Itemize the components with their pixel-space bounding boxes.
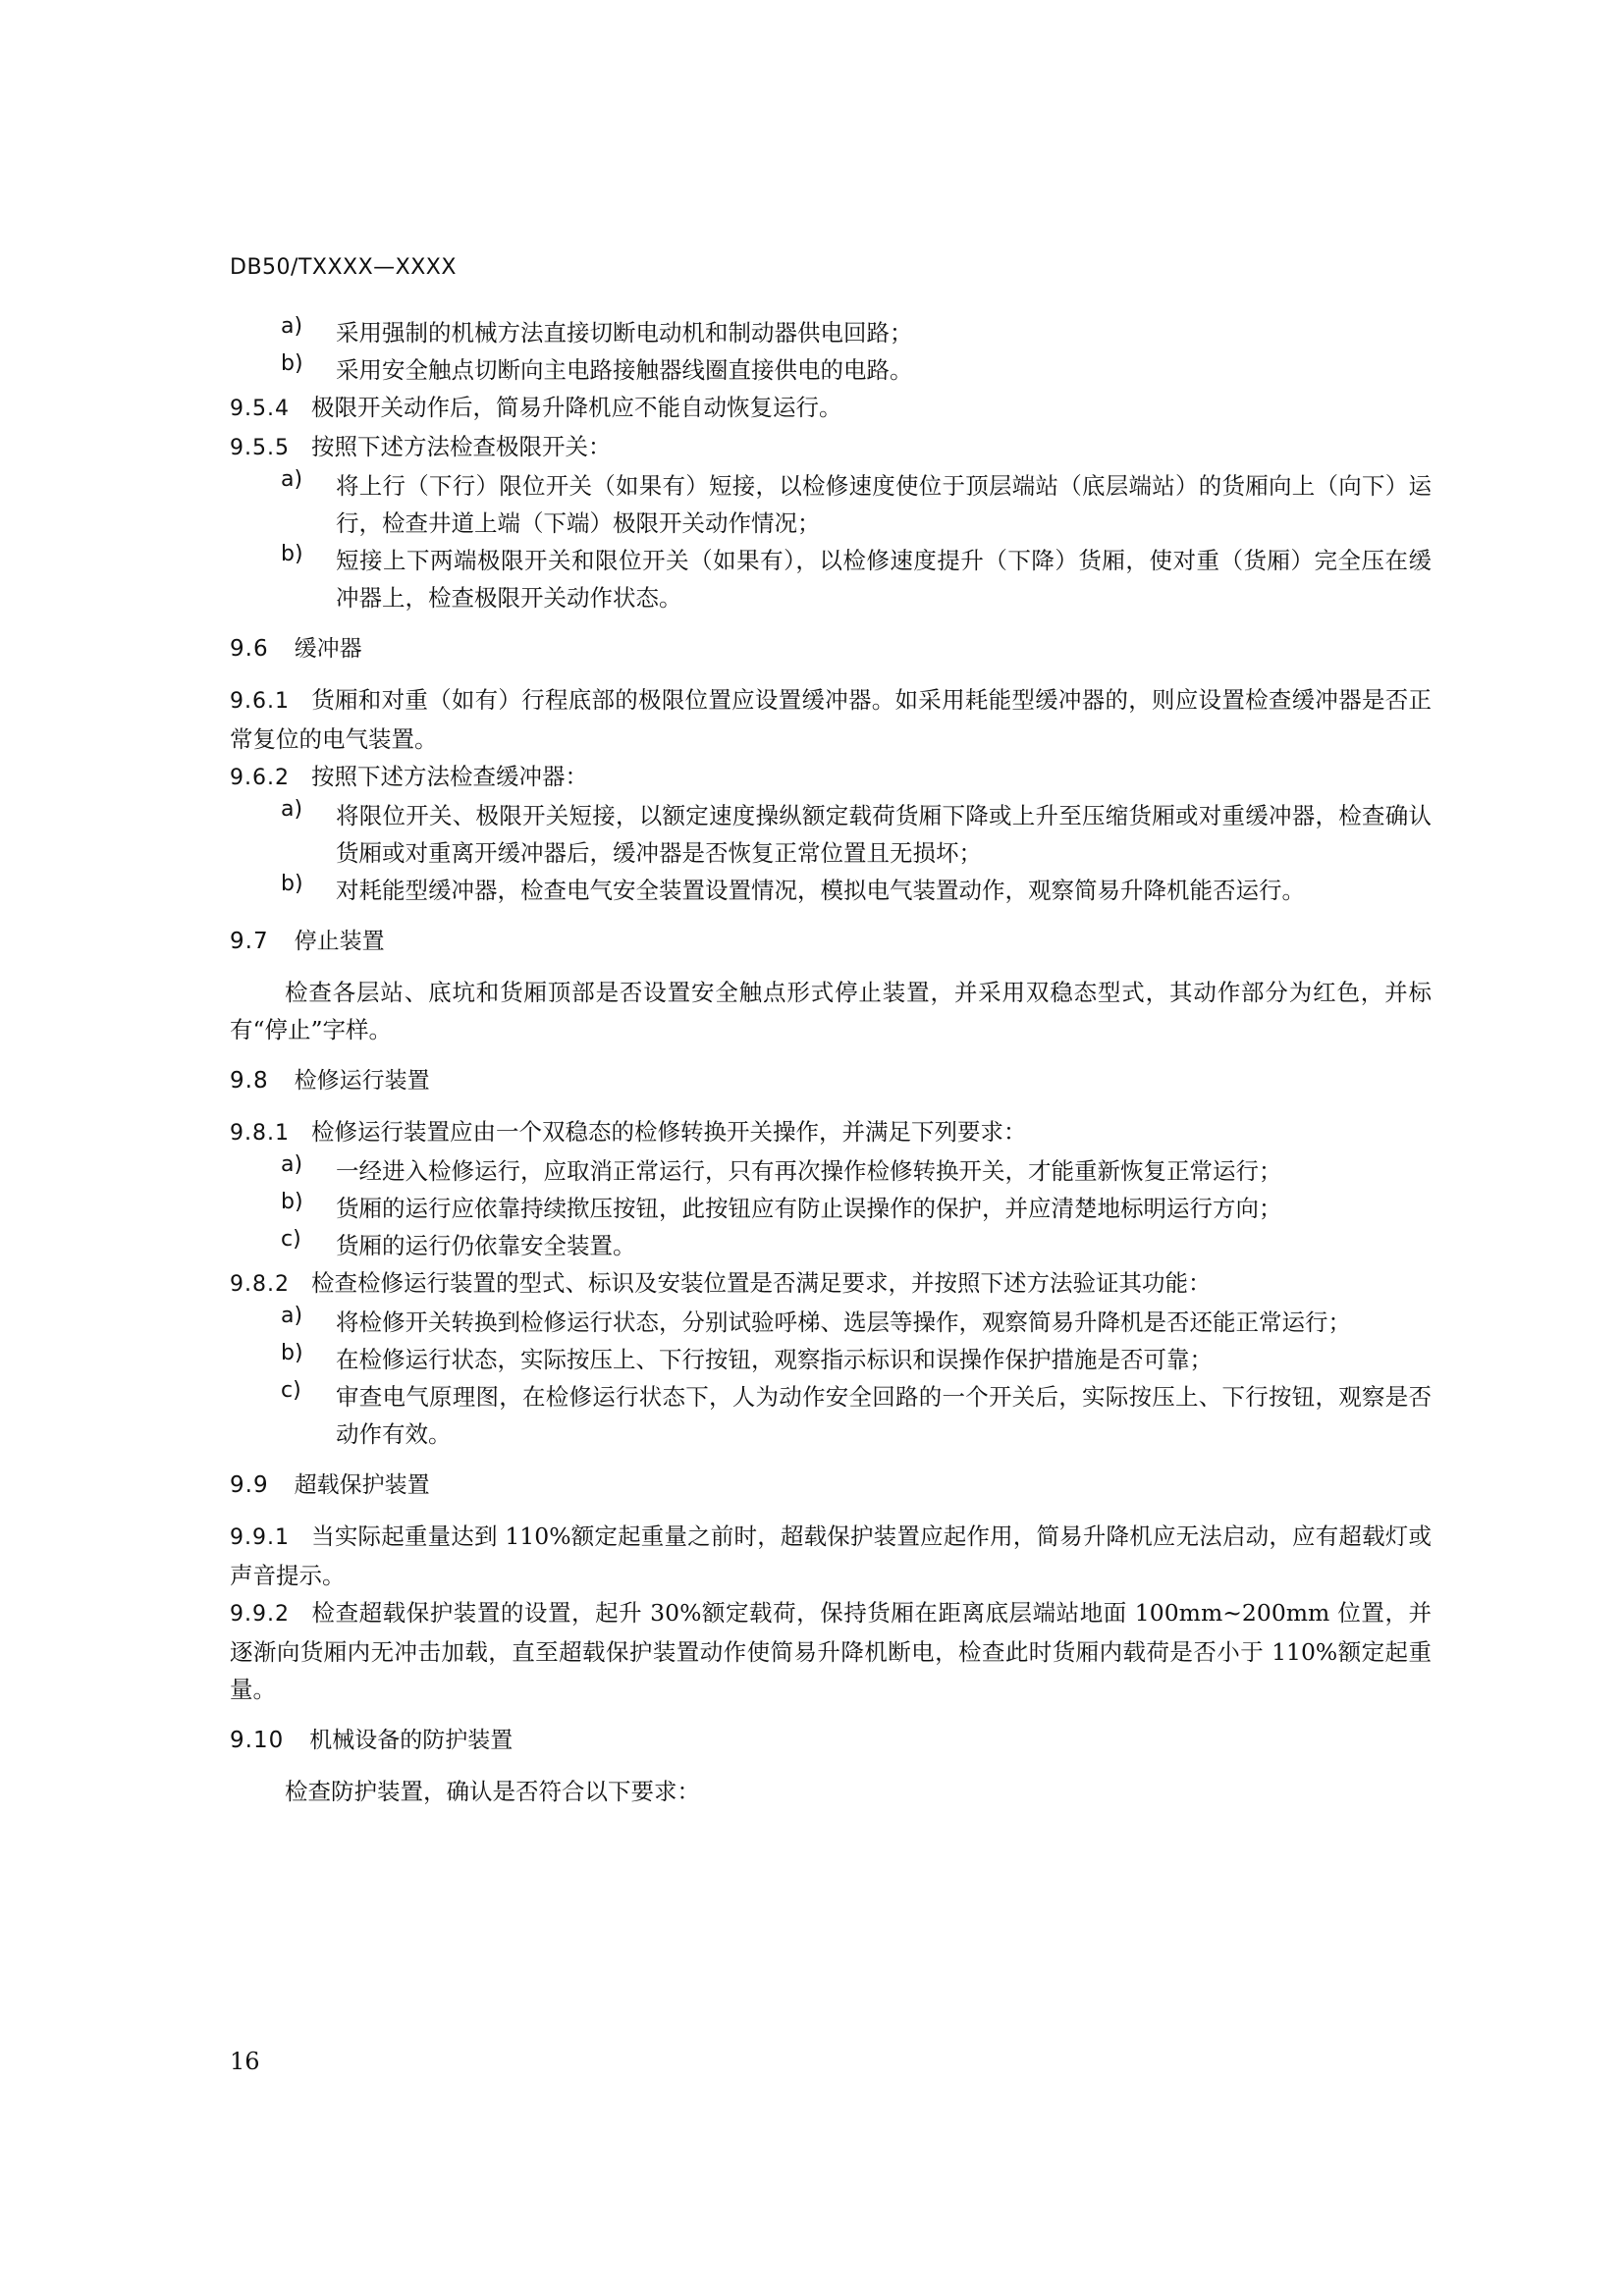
list-item — [230, 1227, 1432, 1264]
clause-text: 按照下述方法检查缓冲器： — [310, 763, 588, 790]
list-text: 将检修开关转换到检修运行状态，分别试验呼梯、选层等操作，观察简易升降机是否还能正常运行； — [336, 1308, 1351, 1336]
list-text: 将限位开关、极限开关短接，以额定速度操纵额定载荷货厢下降或上升至压缩货厢或对重缓冲器，检查确认货厢或对重离开缓冲器后，缓冲器是否恢复正常位置且无损坏； — [336, 802, 1432, 867]
list-text: 采用强制的机械方法直接切断电动机和制动器供电回路； — [336, 319, 913, 347]
clause-9-5-4 — [230, 389, 1432, 428]
clause-number: 9.6.2 — [230, 766, 290, 790]
list-marker: a) — [281, 1152, 303, 1177]
section-title: 超载保护装置 — [294, 1472, 430, 1498]
list-marker: a) — [281, 467, 303, 492]
list-marker: b) — [281, 351, 303, 376]
section-title: 缓冲器 — [294, 636, 362, 662]
list-marker: c) — [281, 1378, 301, 1403]
clause-number: 9.5.4 — [230, 397, 290, 421]
list-item — [230, 1341, 1432, 1378]
page-content — [230, 314, 1432, 1810]
clause-9-9-2 — [230, 1594, 1432, 1708]
list-marker: c) — [281, 1227, 301, 1252]
list-marker: b) — [281, 1341, 303, 1365]
list-text: 货厢的运行仍依靠安全装置。 — [336, 1232, 636, 1259]
clause-number: 9.6.1 — [230, 689, 290, 714]
section-heading-9-10 — [230, 1722, 1432, 1759]
list-text: 将上行（下行）限位开关（如果有）短接，以检修速度使位于顶层端站（底层端站）的货厢向上（向下）运行，检查井道上端（下端）极限开关动作情况； — [336, 472, 1432, 537]
list-marker: b) — [281, 542, 303, 566]
clause-number: 9.9.1 — [230, 1525, 290, 1550]
list-item — [230, 467, 1432, 542]
clause-number: 9.8.1 — [230, 1121, 290, 1146]
list-item — [230, 797, 1432, 872]
clause-9-8-2 — [230, 1264, 1432, 1304]
list-text: 一经进入检修运行，应取消正常运行，只有再次操作检修转换开关，才能重新恢复正常运行； — [336, 1157, 1282, 1185]
clause-number: 9.9.2 — [230, 1602, 290, 1627]
list-text: 在检修运行状态，实际按压上、下行按钮，观察指示标识和误操作保护措施是否可靠； — [336, 1346, 1213, 1373]
clause-9-8-1 — [230, 1113, 1432, 1152]
clause-9-9-1 — [230, 1518, 1432, 1594]
clause-number: 9.8.2 — [230, 1272, 290, 1297]
list-item — [230, 1304, 1432, 1341]
list-item — [230, 351, 1432, 389]
document-code: DB50/TXXXX—XXXX — [230, 255, 457, 280]
paragraph-9-7: 检查各层站、底坑和货厢顶部是否设置安全触点形式停止装置，并采用双稳态型式，其动作部分为红色，并标有“停止”字样。 — [230, 979, 1432, 1043]
clause-text: 按照下述方法检查极限开关： — [310, 433, 612, 460]
list-item — [230, 314, 1432, 351]
clause-number: 9.5.5 — [230, 436, 290, 460]
list-item — [230, 1152, 1432, 1190]
paragraph-9-10: 检查防护装置，确认是否符合以下要求： — [285, 1778, 700, 1805]
clause-text: 极限开关动作后，简易升降机应不能自动恢复运行。 — [310, 394, 842, 421]
section-number: 9.10 — [230, 1728, 285, 1753]
list-item — [230, 1378, 1432, 1453]
list-marker: a) — [281, 797, 303, 822]
list-marker: a) — [281, 314, 303, 339]
section-number: 9.7 — [230, 929, 269, 954]
list-item — [230, 872, 1432, 909]
section-number: 9.9 — [230, 1472, 269, 1498]
section-title: 检修运行装置 — [294, 1068, 430, 1094]
section-number: 9.8 — [230, 1068, 269, 1094]
list-text: 短接上下两端极限开关和限位开关（如果有），以检修速度提升（下降）货厢，使对重（货厢）完全压在缓冲器上，检查极限开关动作状态。 — [336, 547, 1432, 612]
list-marker: b) — [281, 1190, 303, 1214]
section-heading-9-9 — [230, 1467, 1432, 1504]
clause-text: 检查检修运行装置的型式、标识及安装位置是否满足要求，并按照下述方法验证其功能： — [310, 1269, 1212, 1297]
section-heading-9-8 — [230, 1062, 1432, 1099]
clause-9-6-1 — [230, 681, 1432, 758]
clause-text: 货厢和对重（如有）行程底部的极限位置应设置缓冲器。如采用耗能型缓冲器的，则应设置检查缓冲器是否正常复位的电气装置。 — [230, 686, 1432, 753]
list-text: 审查电气原理图，在检修运行状态下，人为动作安全回路的一个开关后，实际按压上、下行按钮，观察是否动作有效。 — [336, 1383, 1432, 1448]
list-marker: a) — [281, 1304, 303, 1328]
clause-9-5-5 — [230, 428, 1432, 467]
list-text: 对耗能型缓冲器，检查电气安全装置设置情况，模拟电气装置动作，观察简易升降机能否运行。 — [336, 877, 1305, 904]
section-number: 9.6 — [230, 636, 269, 662]
section-title: 停止装置 — [294, 929, 385, 954]
clause-text: 当实际起重量达到 110%额定起重量之前时，超载保护装置应起作用，简易升降机应无法启动，应有超载灯或声音提示。 — [230, 1522, 1432, 1589]
page-number: 16 — [230, 2048, 260, 2075]
list-text: 采用安全触点切断向主电路接触器线圈直接供电的电路。 — [336, 356, 913, 384]
list-item — [230, 1190, 1432, 1227]
list-item — [230, 542, 1432, 616]
clause-9-6-2 — [230, 758, 1432, 797]
section-heading-9-7 — [230, 923, 1432, 960]
clause-text: 检修运行装置应由一个双稳态的检修转换开关操作，并满足下列要求： — [310, 1118, 1027, 1146]
section-heading-9-6 — [230, 630, 1432, 667]
section-title: 机械设备的防护装置 — [309, 1728, 514, 1753]
list-marker: b) — [281, 872, 303, 896]
clause-text: 检查超载保护装置的设置，起升 30%额定载荷，保持货厢在距离底层端站地面 100mm~200mm 位置，并逐渐向货厢内无冲击加载，直至超载保护装置动作使简易升降机断电，检查此时货厢内载荷是否小于 110%额定起重量。 — [230, 1599, 1432, 1703]
list-text: 货厢的运行应依靠持续揿压按钮，此按钮应有防止误操作的保护，并应清楚地标明运行方向； — [336, 1195, 1282, 1222]
